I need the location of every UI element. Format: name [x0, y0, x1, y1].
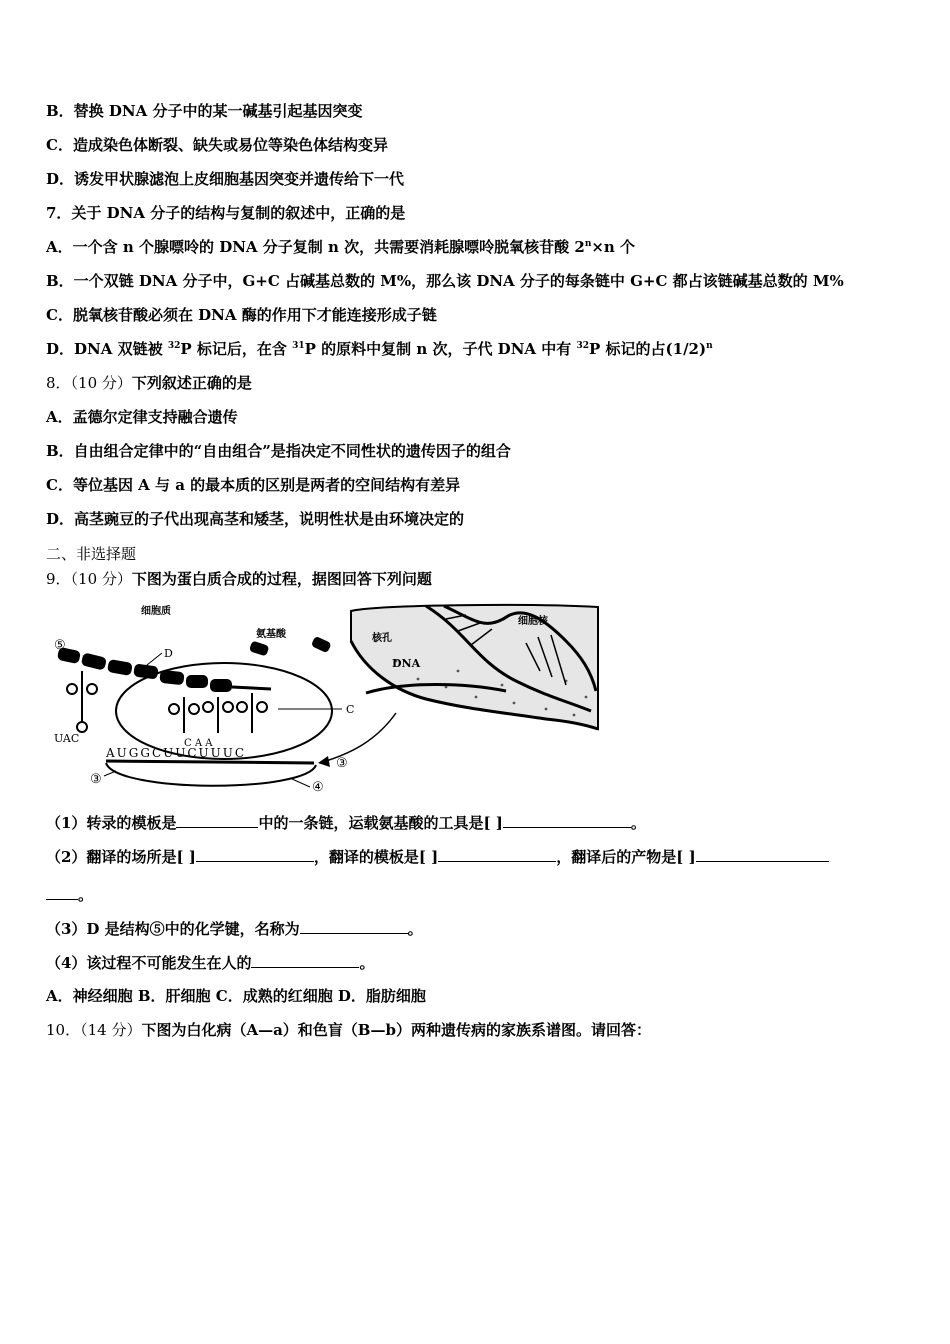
- mrna-sequence: AUGGCUUCUUUC: [106, 746, 247, 760]
- q9-blank-5[interactable]: [696, 846, 829, 862]
- ribosome-small-subunit: [106, 763, 316, 786]
- label-3-right: ③: [336, 756, 348, 771]
- anticodon-uac: UAC: [54, 732, 80, 745]
- amino-acid-free-1: [249, 641, 270, 657]
- q9-part-2: （2）翻译的场所是[ ] ，翻译的模板是[ ] ，翻译后的产物是[ ]: [46, 846, 829, 867]
- q6-option-c: C．造成染色体断裂、缺失或易位等染色体结构变异: [46, 136, 388, 154]
- label-5: ⑤: [54, 638, 66, 653]
- q9-blank-5-cont[interactable]: [46, 884, 78, 900]
- q9-blank-6[interactable]: [300, 918, 408, 934]
- amino-acid-free-2: [311, 636, 332, 654]
- protein-synthesis-figure: [46, 601, 602, 796]
- q9-options: A．神经细胞 B．肝细胞 C．成熟的红细胞 D．脂肪细胞: [46, 987, 426, 1005]
- q7-option-a: A．一个含 n 个腺嘌呤的 DNA 分子复制 n 次，共需要消耗腺嘌呤脱氧核苷酸 $2^n\times n$ 个: [46, 238, 636, 256]
- q10-stem: 10．（14 分）下图为白化病（A—a）和色盲（B—b）两种遗传病的家族系谱图。请回答：: [46, 1021, 651, 1039]
- cytoplasm-label: 细胞质: [141, 606, 171, 617]
- q8-stem: 8．（10 分）下列叙述正确的是: [46, 374, 252, 392]
- free-trna: [67, 671, 97, 732]
- q6-option-d: D．诱发甲状腺滤泡上皮细胞基因突变并遗传给下一代: [46, 170, 405, 188]
- label-4: ④: [312, 780, 324, 795]
- nucleus-label: 细胞核: [518, 616, 548, 627]
- q9-part-1: （1）转录的模板是 中的一条链，运载氨基酸的工具是[ ] 。: [46, 814, 646, 832]
- label-d: D: [164, 647, 173, 660]
- q7-stem: 7．关于 DNA 分子的结构与复制的叙述中，正确的是: [46, 204, 406, 222]
- q9-blank-4[interactable]: [438, 846, 556, 862]
- anticodon-caa: C A A: [184, 738, 213, 749]
- q9-part-3: （3）D 是结构⑤中的化学键，名称为 。: [46, 920, 423, 938]
- q6-option-b: B．替换 DNA 分子中的某一碱基引起基因突变: [46, 102, 363, 120]
- label-3-left: ③: [90, 772, 102, 787]
- q8-option-a: A．孟德尔定律支持融合遗传: [46, 408, 238, 426]
- dna-label: DNA: [392, 657, 421, 670]
- label-c: C: [346, 703, 355, 716]
- q7-option-b: B．一个双链 DNA 分子中，G+C 占碱基总数的 M%，那么该 DNA 分子的每条链中 G+C 都占该链碱基总数的 M%: [46, 272, 844, 290]
- q9-blank-3[interactable]: [196, 846, 314, 862]
- q7-option-d: D．DNA 双链被 $^{32}$P 标记后，在含 $^{31}$P 的原料中复制 n 次，子代 DNA 中有 $^{32}$P 标记的占$(1/2)^n$: [46, 340, 713, 358]
- q9-part-2-continued: 。: [46, 884, 93, 905]
- q8-option-c: C．等位基因 A 与 a 的最本质的区别是两者的空间结构有差异: [46, 476, 461, 494]
- q9-blank-2[interactable]: [503, 812, 631, 828]
- q7-option-c: C．脱氧核苷酸必须在 DNA 酶的作用下才能连接形成子链: [46, 306, 437, 324]
- q9-part-4: （4）该过程不可能发生在人的 。: [46, 954, 375, 972]
- mrna-strand: [106, 761, 314, 763]
- section-heading: 二、非选择题: [46, 545, 137, 563]
- q9-stem: 9．（10 分）下图为蛋白质合成的过程，据图回答下列问题: [46, 570, 432, 588]
- nuclear-pore-label: 核孔: [372, 633, 392, 644]
- q9-blank-7[interactable]: [251, 952, 359, 968]
- q9-blank-1[interactable]: [176, 812, 258, 828]
- ribosome-trnas: [169, 693, 267, 733]
- q8-option-b: B．自由组合定律中的“自由组合”是指决定不同性状的遗传因子的组合: [46, 442, 511, 460]
- q8-option-d: D．高茎豌豆的子代出现高茎和矮茎，说明性状是由环境决定的: [46, 510, 465, 528]
- amino-acid-label: 氨基酸: [256, 629, 286, 640]
